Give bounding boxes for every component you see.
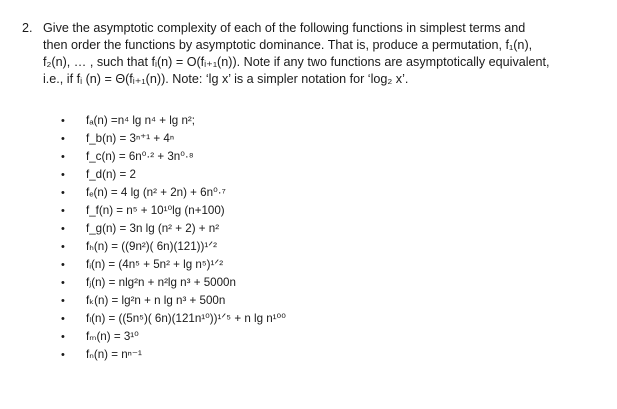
question-text xyxy=(43,20,603,88)
function-text: f_d(n) = 2 xyxy=(86,168,136,181)
function-text: fₕ(n) = ((9n²)( 6n)(121))¹ᐟ² xyxy=(86,240,218,253)
bullet-icon: • xyxy=(61,241,65,253)
bullet-icon: • xyxy=(61,259,65,271)
question-line: then order the functions by asymptotic dominance. That is, produce a permutation, f₁(n), xyxy=(43,38,533,52)
function-text: fᵢ(n) = (4n⁵ + 5n² + lg n⁵)¹ᐟ² xyxy=(86,258,224,271)
function-text: fₘ(n) = 3¹⁰ xyxy=(86,330,139,343)
bullet-icon: • xyxy=(61,295,65,307)
bullet-icon: • xyxy=(61,205,65,217)
function-text: fₖ(n) = lg²n + n lg n³ + 500n xyxy=(86,294,226,307)
bullet-icon: • xyxy=(61,133,65,145)
function-text: f_g(n) = 3n lg (n² + 2) + n² xyxy=(86,222,220,235)
function-text: fₙ(n) = nⁿ⁻¹ xyxy=(86,348,142,361)
function-text: fₐ(n) =n⁴ lg n⁴ + lg n²; xyxy=(86,114,196,127)
bullet-icon: • xyxy=(61,151,65,163)
question-line: Give the asymptotic complexity of each of the following functions in simplest terms and xyxy=(43,21,526,35)
function-text: f_f(n) = n⁵ + 10¹⁰lg (n+100) xyxy=(86,204,225,217)
function-text: fⱼ(n) = nlg²n + n²lg n³ + 5000n xyxy=(86,276,236,289)
bullet-icon: • xyxy=(61,223,65,235)
question-line: f₂(n), … , such that fᵢ(n) = O(fᵢ₊₁(n)). Note if any two functions are asymptotically equivalent, xyxy=(43,55,550,69)
question-number: 2. xyxy=(22,21,33,35)
bullet-icon: • xyxy=(61,115,65,127)
bullet-icon: • xyxy=(61,187,65,199)
function-text: fₑ(n) = 4 lg (n² + 2n) + 6n⁰·⁷ xyxy=(86,186,226,199)
bullet-icon: • xyxy=(61,277,65,289)
bullet-icon: • xyxy=(61,349,65,361)
question-line: i.e., if fᵢ (n) = Θ(fᵢ₊₁(n)). Note: ‘lg x’ is a simpler notation for ‘log₂ x’. xyxy=(43,72,409,86)
bullet-icon: • xyxy=(61,169,65,181)
function-text: f_b(n) = 3ⁿ⁺¹ + 4ⁿ xyxy=(86,132,175,145)
function-text: fₗ(n) = ((5n⁵)( 6n)(121n¹⁰))¹ᐟ⁵ + n lg n¹⁰⁰ xyxy=(86,312,286,325)
bullet-icon: • xyxy=(61,331,65,343)
bullet-icon: • xyxy=(61,313,65,325)
function-text: f_c(n) = 6n⁰·² + 3n⁰·⁸ xyxy=(86,150,194,163)
